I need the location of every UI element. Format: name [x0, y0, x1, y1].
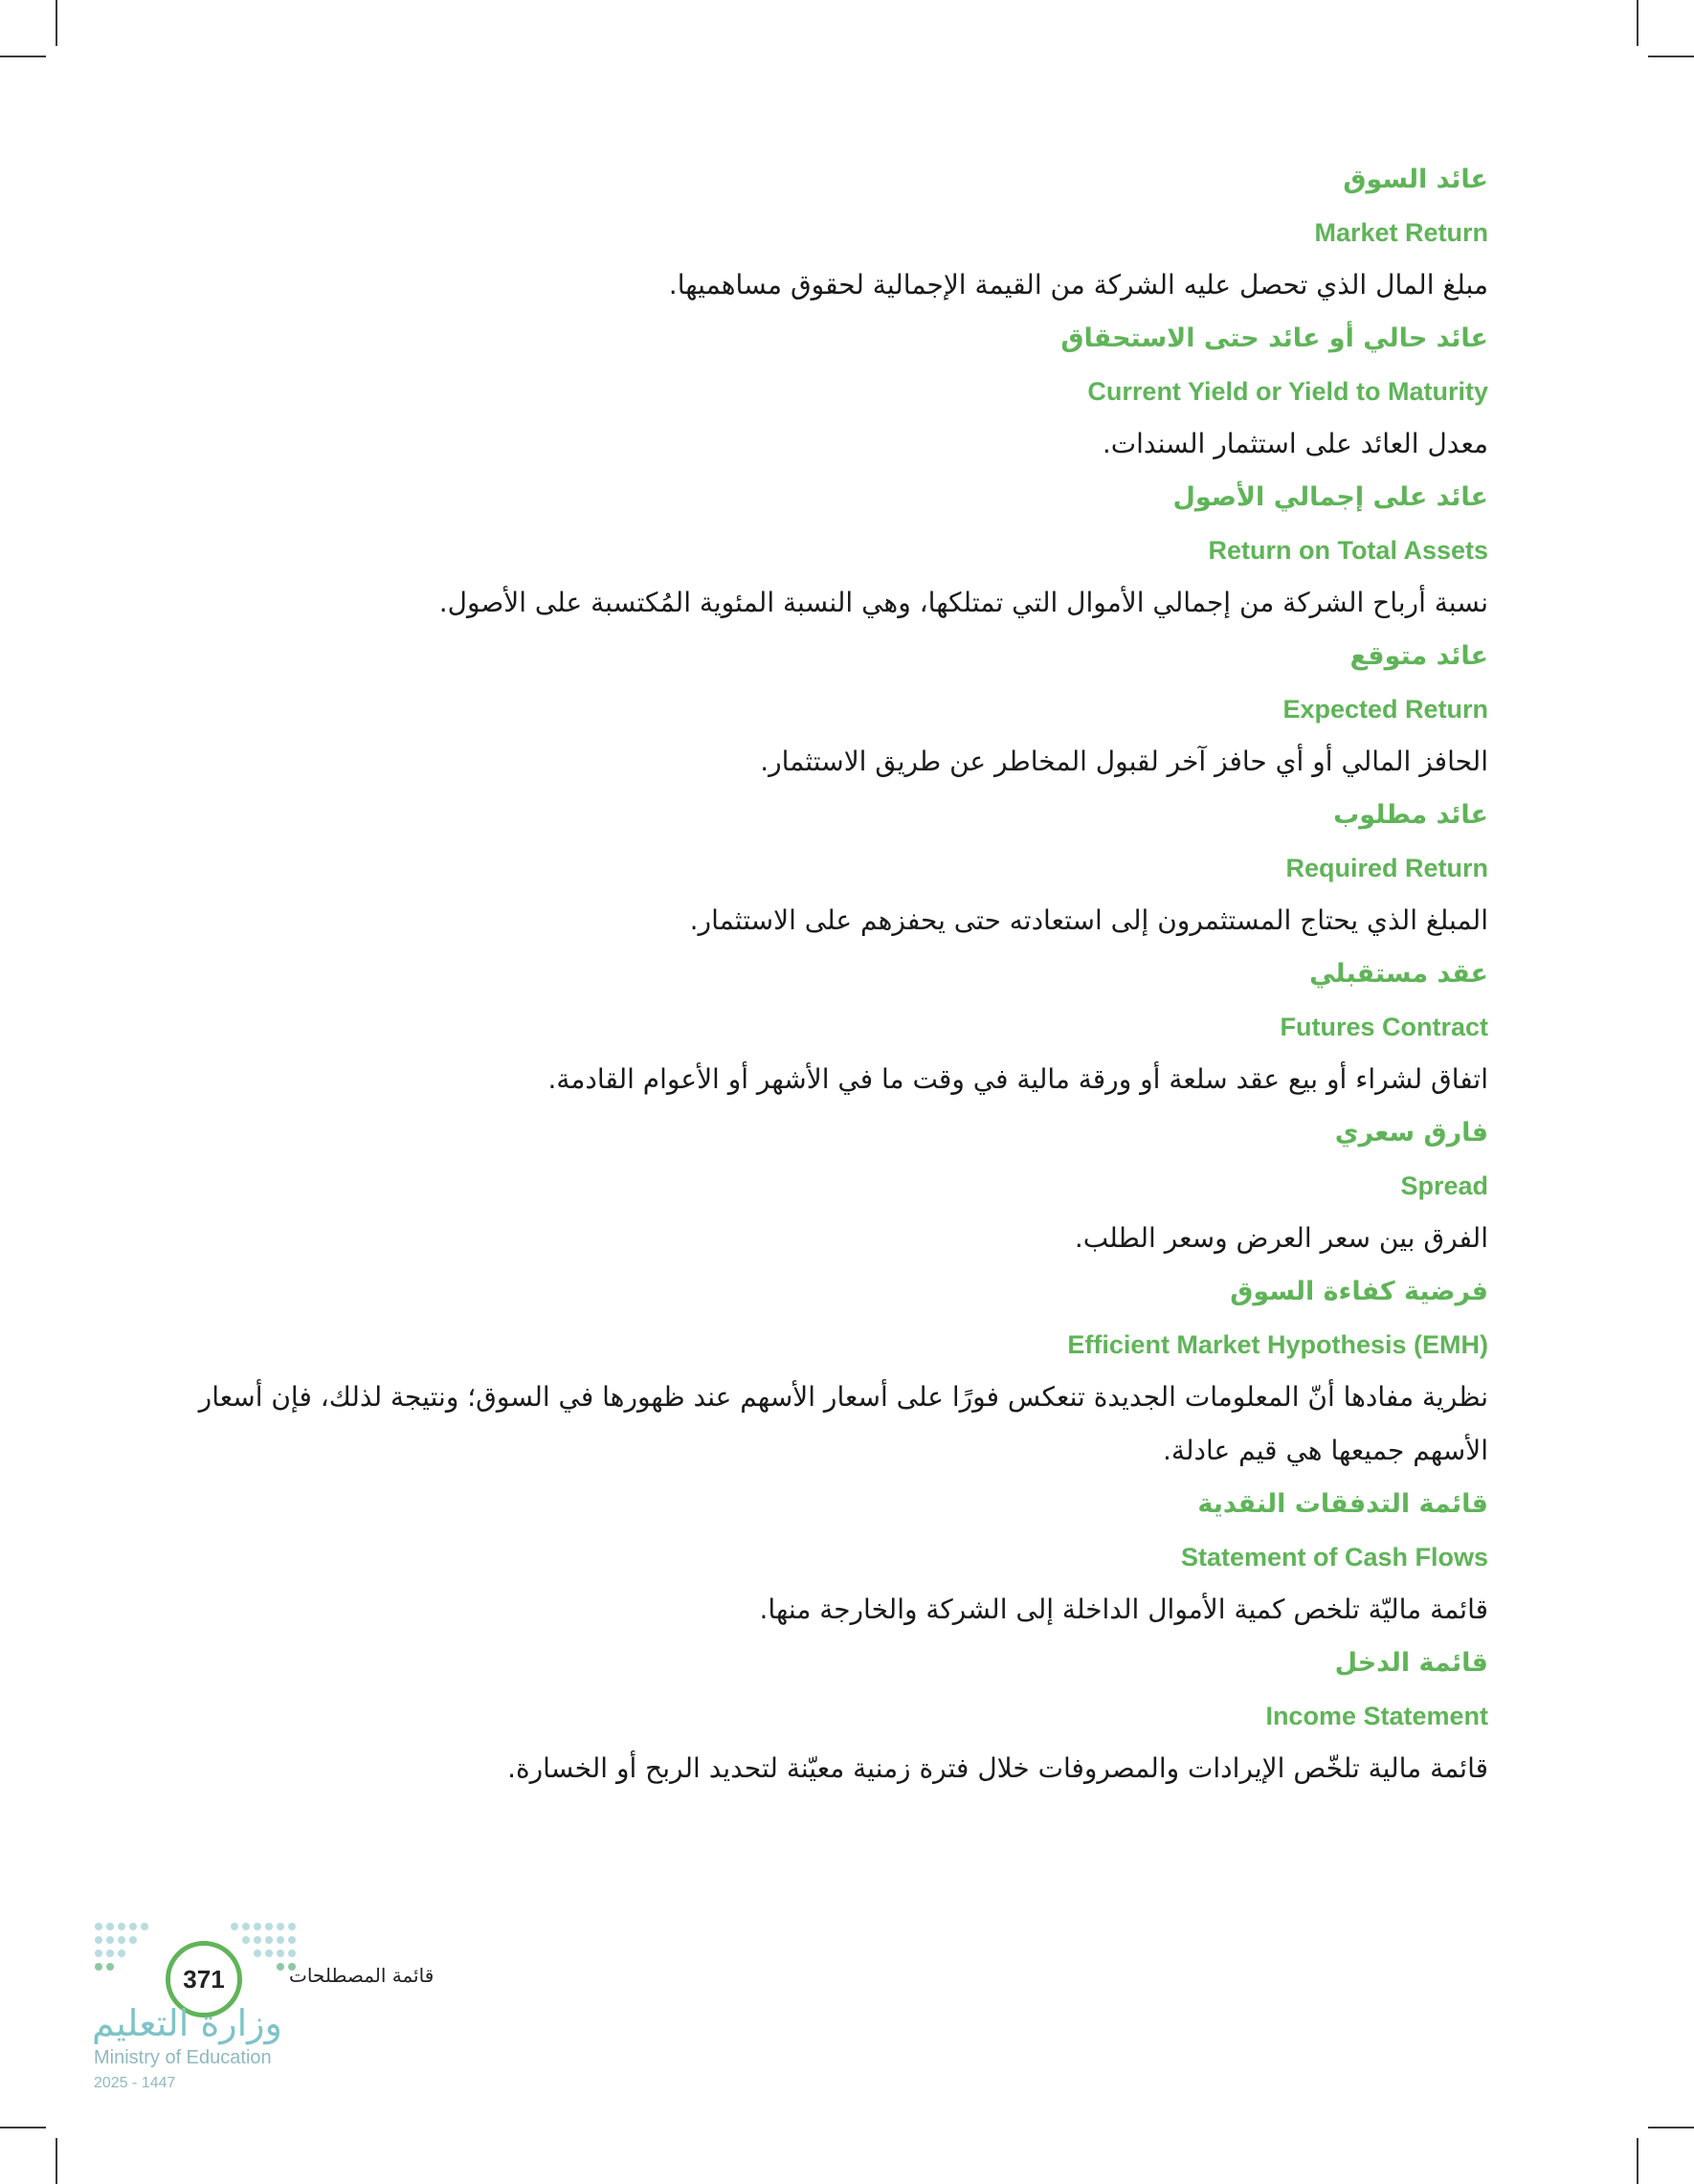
term-english: Futures Contract	[1280, 1013, 1488, 1041]
crop-mark-top-right-v	[1637, 0, 1638, 46]
term-definition: معدل العائد على استثمار السندات.	[1102, 428, 1488, 459]
term-english: Expected Return	[1282, 695, 1488, 724]
glossary-entry	[144, 153, 1488, 312]
term-arabic: عائد حالي أو عائد حتى الاستحقاق	[1060, 323, 1488, 353]
term-definition: الحافز المالي أو أي حافز آخر لقبول المخاطر عن طريق الاستثمار.	[760, 746, 1488, 777]
term-definition: قائمة ماليّة تلخص كمية الأموال الداخلة إلى الشركة والخارجة منها.	[759, 1593, 1488, 1625]
term-definition: اتفاق لشراء أو بيع عقد سلعة أو ورقة مالية في وقت ما في الأشهر أو الأعوام القادمة.	[547, 1063, 1488, 1095]
glossary-entry	[144, 1106, 1488, 1265]
term-definition: قائمة مالية تلخّص الإيرادات والمصروفات خلال فترة زمنية معيّنة لتحديد الربح أو الخسارة.	[507, 1752, 1488, 1784]
glossary-entry	[144, 471, 1488, 630]
term-english: Market Return	[1314, 218, 1488, 247]
crop-mark-top-right-h	[1648, 56, 1694, 57]
glossary-entry	[144, 630, 1488, 789]
term-arabic: عائد متوقع	[1349, 641, 1488, 671]
crop-mark-bottom-right-h	[1648, 2127, 1694, 2128]
term-english: Efficient Market Hypothesis (EMH)	[1067, 1330, 1488, 1359]
term-arabic: قائمة التدفقات النقدية	[1197, 1489, 1488, 1519]
glossary-entry	[144, 312, 1488, 471]
crop-mark-bottom-left-h	[0, 2127, 46, 2128]
glossary-content	[144, 153, 1488, 1795]
edition-year: 2025 - 1447	[94, 2075, 176, 2091]
section-label: قائمة المصطلحات	[289, 1964, 435, 1987]
term-definition: نظرية مفادها أنّ المعلومات الجديدة تنعكس فورًا على أسعار الأسهم عند ظهورها في السوق؛ ونتيجة لذلك، فإن أسعار الأسهم جميعها هي قيم عادلة.	[198, 1381, 1488, 1466]
glossary-entry	[144, 789, 1488, 947]
term-english: Required Return	[1285, 854, 1488, 882]
crop-mark-bottom-right-v	[1637, 2138, 1638, 2184]
term-arabic: عقد مستقبلي	[1309, 959, 1488, 989]
glossary-entry	[144, 1478, 1488, 1637]
ministry-name-arabic: وزارة التعليم	[92, 2002, 282, 2044]
term-arabic: فرضية كفاءة السوق	[1230, 1277, 1488, 1306]
term-definition: نسبة أرباح الشركة من إجمالي الأموال التي تمتلكها، وهي النسبة المئوية المُكتسبة على الأصول.	[438, 587, 1488, 618]
glossary-entry	[144, 1637, 1488, 1795]
term-arabic: فارق سعري	[1334, 1118, 1488, 1148]
term-arabic: عائد مطلوب	[1333, 800, 1488, 830]
term-definition: المبلغ الذي يحتاج المستثمرون إلى استعادته حتى يحفزهم على الاستثمار.	[689, 904, 1488, 936]
crop-mark-top-left-h	[0, 56, 46, 57]
page-number: 371	[166, 1941, 242, 2017]
glossary-entry	[144, 1265, 1488, 1478]
term-definition: مبلغ المال الذي تحصل عليه الشركة من القيمة الإجمالية لحقوق مساهميها.	[668, 269, 1488, 301]
term-arabic: عائد السوق	[1343, 165, 1488, 194]
ministry-name-english: Ministry of Education	[94, 2047, 272, 2068]
glossary-entry	[144, 947, 1488, 1106]
term-english: Income Statement	[1265, 1702, 1488, 1730]
term-english: Return on Total Assets	[1208, 536, 1488, 565]
term-arabic: عائد على إجمالي الأصول	[1172, 482, 1488, 512]
term-arabic: قائمة الدخل	[1334, 1648, 1488, 1678]
crop-mark-bottom-left-v	[56, 2138, 57, 2184]
term-english: Current Yield or Yield to Maturity	[1087, 377, 1488, 406]
term-english: Spread	[1400, 1171, 1488, 1200]
crop-mark-top-left-v	[56, 0, 57, 46]
term-definition: الفرق بين سعر العرض وسعر الطلب.	[1074, 1222, 1488, 1254]
term-english: Statement of Cash Flows	[1180, 1543, 1488, 1571]
